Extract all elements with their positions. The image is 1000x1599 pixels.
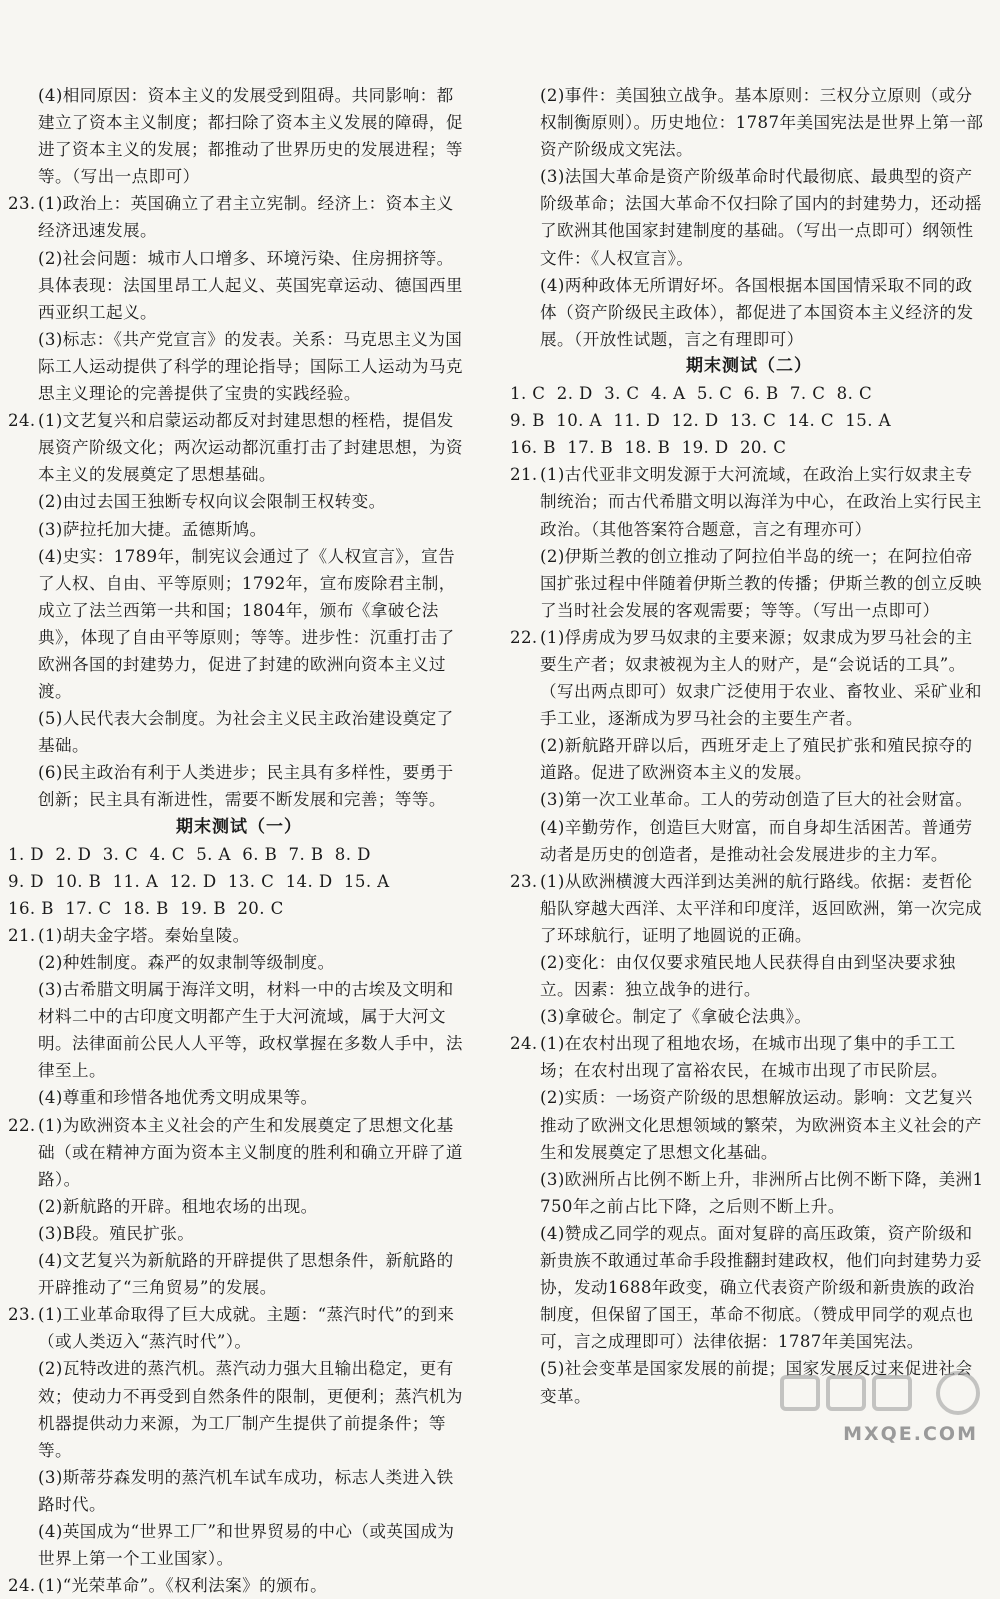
answer-paragraph — [510, 1003, 988, 1030]
answer-text: (2)实质：一场资产阶级的思想解放运动。影响：文艺复兴推动了欧洲文化思想领域的繁荣，为欧洲资本主义社会的产生和发展奠定了思想文化基础。 — [540, 1088, 982, 1162]
answer-text: (1)为欧洲资本主义社会的产生和发展奠定了思想文化基础（或在精神方面为资本主义制度的胜利和确立开辟了道路）。 — [38, 1115, 463, 1189]
answer-paragraph — [8, 1301, 470, 1355]
answer-paragraph — [8, 922, 470, 949]
answer-text: (5)社会变革是国家发展的前提；国家发展反过来促进社会变革。 — [540, 1359, 973, 1406]
question-number: 23. — [510, 871, 538, 891]
answer-paragraph — [8, 1572, 470, 1599]
answer-paragraph — [510, 1084, 988, 1165]
answer-text: (2)由过去国王独断专权向议会限制王权转变。 — [38, 492, 386, 512]
answer-text: (4)赞成乙同学的观点。面对复辟的高压政策，资产阶级和新贵族不敢通过革命手段推翻封建政权，他们向封建势力妥协，发动1688年政变，确立代表资产阶级和新贵族的政治制度，但保留了国王，革命不彻底。（赞成甲同学的观点也可，言之成理即可）法律依据：1787年美国宪法。 — [540, 1223, 982, 1352]
watermark-url: MXQE.COM — [843, 1423, 978, 1445]
answer-paragraph — [8, 1112, 470, 1193]
answer-text: (3)古希腊文明属于海洋文明，材料一中的古埃及文明和材料二中的古印度文明都产生于大河流域，属于大河文明。法律面前公民人人平等，政权掌握在多数人手中，法律至上。 — [38, 980, 463, 1081]
answer-paragraph — [510, 82, 988, 163]
choice-answers-row: 1. D 2. D 3. C 4. C 5. A 6. B 7. B 8. D — [8, 844, 371, 864]
answer-text: (4)两种政体无所谓好坏。各国根据本国国情采取不同的政体（资产阶级民主政体），都促进了本国资本主义经济的发展。（开放性试题，言之有理即可） — [540, 275, 974, 349]
answer-paragraph — [510, 786, 988, 813]
answer-text: (4)尊重和珍惜各地优秀文明成果等。 — [38, 1088, 318, 1108]
question-number: 24. — [510, 1034, 538, 1054]
question-number: 23. — [8, 194, 36, 214]
section-heading: 期末测试（二） — [686, 355, 812, 376]
answer-text: (5)人民代表大会制度。为社会主义民主政治建设奠定了基础。 — [38, 709, 454, 756]
answer-text: (1)文艺复兴和启蒙运动都反对封建思想的桎梏，提倡发展资产阶级文化；两次运动都沉重打击了封建思想，为资本主义的发展奠定了思想基础。 — [38, 411, 463, 485]
question-number: 22. — [8, 1115, 36, 1135]
answer-paragraph — [510, 1030, 988, 1084]
choice-answers-row: 9. B 10. A 11. D 12. D 13. C 14. C 15. A — [510, 411, 891, 431]
answer-text: (2)瓦特改进的蒸汽机。蒸汽动力强大且输出稳定，更有效；使动力不再受到自然条件的限制，更便利；蒸汽机为机器提供动力来源，为工厂制产生提供了前提条件；等等。 — [38, 1359, 463, 1460]
answer-text: (3)法国大革命是资产阶级革命时代最彻底、最典型的资产阶级革命；法国大革命不仅扫除了国内的封建势力，还动摇了欧洲其他国家封建制度的基础。（写出一点即可）纲领性文件：《人权宣言》。 — [540, 167, 982, 268]
answer-paragraph — [510, 461, 988, 542]
answer-paragraph — [8, 407, 470, 488]
answer-paragraph — [8, 190, 470, 244]
answer-paragraph — [8, 705, 470, 759]
answer-paragraph — [8, 326, 470, 407]
answer-text: (3)B段。殖民扩张。 — [38, 1223, 195, 1243]
answer-text: (2)社会问题：城市人口增多、环境污染、住房拥挤等。具体表现：法国里昂工人起义、英国宪章运动、德国西里西亚织工起义。 — [38, 248, 463, 322]
answer-paragraph — [510, 163, 988, 271]
answer-text: (4)辛勤劳作，创造巨大财富，而自身却生活困苦。普通劳动者是历史的创造者，是推动社会发展进步的主力军。 — [540, 817, 973, 864]
answer-text: (1)俘虏成为罗马奴隶的主要来源；奴隶成为罗马社会的主要生产者；奴隶被视为主人的财产，是“会说话的工具”。（写出两点即可）奴隶广泛使用于农业、畜牧业、采矿业和手工业，逐渐成为罗马社会的主要生产者。 — [540, 627, 982, 729]
answer-paragraph — [510, 868, 988, 949]
choice-answers-row: 1. C 2. D 3. C 4. A 5. C 6. B 7. C 8. C — [510, 384, 873, 404]
answer-paragraph — [8, 1518, 470, 1572]
answer-paragraph — [8, 543, 470, 706]
answer-paragraph — [8, 82, 470, 190]
answer-paragraph — [8, 1247, 470, 1301]
answer-paragraph — [510, 1166, 988, 1220]
answer-text: (2)变化：由仅仅要求殖民地人民获得自由到坚决要求独立。因素：独立战争的进行。 — [540, 953, 956, 1000]
answer-text: (1)在农村出现了租地农场，在城市出现了集中的手工工场；在农村出现了富裕农民，在城市出现了市民阶层。 — [540, 1034, 956, 1081]
question-number: 21. — [8, 925, 36, 945]
answer-paragraph — [8, 516, 470, 543]
answer-paragraph — [8, 1084, 470, 1111]
choice-answers-row: 16. B 17. B 18. B 19. D 20. C — [510, 438, 787, 458]
answer-paragraph — [8, 488, 470, 515]
answer-text: (1)古代亚非文明发源于大河流域，在政治上实行奴隶主专制统治；而古代希腊文明以海洋为中心，在政治上实行民主政治。（其他答案符合题意，言之有理亦可） — [540, 465, 982, 539]
choice-answers-row: 16. B 17. C 18. B 19. B 20. C — [8, 898, 284, 918]
question-number: 24. — [8, 411, 36, 431]
answer-text: (4)相同原因：资本主义的发展受到阻碍。共同影响：都建立了资本主义制度；都扫除了资本主义发展的障碍，促进了资本主义的发展；都推动了世界历史的发展进程；等等。（写出一点即可） — [38, 86, 463, 187]
answer-text: (3)第一次工业革命。工人的劳动创造了巨大的社会财富。 — [540, 790, 973, 810]
right-column — [510, 82, 988, 1410]
answer-text: (3)欧洲所占比例不断上升，非洲所占比例不断下降，美洲1750年之前占比下降，之后则不断上升。 — [540, 1169, 984, 1216]
answer-paragraph — [510, 1220, 988, 1355]
answer-text: (4)文艺复兴为新航路的开辟提供了思想条件，新航路的开辟推动了“三角贸易”的发展。 — [38, 1251, 454, 1298]
answer-text: (3)萨拉托加大捷。孟德斯鸠。 — [38, 519, 267, 539]
answer-text: (6)民主政治有利于人类进步；民主具有多样性，要勇于创新；民主具有渐进性，需要不断发展和完善；等等。 — [38, 763, 454, 810]
answer-paragraph — [510, 814, 988, 868]
answer-paragraph — [8, 759, 470, 813]
answer-paragraph — [510, 624, 988, 732]
answer-paragraph — [8, 976, 470, 1084]
answer-text: (4)英国成为“世界工厂”和世界贸易的中心（或英国成为世界上第一个工业国家）。 — [38, 1521, 455, 1569]
answer-text: (1)胡夫金字塔。秦始皇陵。 — [38, 925, 250, 945]
answer-paragraph — [510, 949, 988, 1003]
left-column — [8, 82, 470, 1599]
answer-paragraph — [510, 732, 988, 786]
question-number: 21. — [510, 465, 538, 485]
answer-text: (4)史实：1789年，制宪议会通过了《人权宣言》，宣告了人权、自由、平等原则；1792年，宣布废除君主制，成立了法兰西第一共和国；1804年，颁布《拿破仑法典》，体现了自由平等原则；等等。进步性：沉重打击了欧洲各国的封建势力，促进了封建的欧洲向资本主义过渡。 — [38, 546, 456, 702]
answer-text: (2)伊斯兰教的创立推动了阿拉伯半岛的统一；在阿拉伯帝国扩张过程中伴随着伊斯兰教的传播；伊斯兰教的创立反映了当时社会发展的客观需要；等等。（写出一点即可） — [540, 546, 982, 620]
answer-paragraph — [8, 1464, 470, 1518]
answer-paragraph — [8, 949, 470, 976]
answer-text: (1)“光荣革命”。《权利法案》的颁布。 — [38, 1576, 328, 1596]
answer-paragraph — [510, 272, 988, 353]
answer-text: (3)标志：《共产党宣言》的发表。关系：马克思主义为国际工人运动提供了科学的理论指导；国际工人运动为马克思主义理论的完善提供了宝贵的实践经验。 — [38, 329, 463, 404]
answer-text: (2)事件：美国独立战争。基本原则：三权分立原则（或分权制衡原则）。历史地位：1787年美国宪法是世界上第一部资产阶级成文宪法。 — [540, 86, 984, 160]
answer-text: (3)拿破仑。制定了《拿破仑法典》。 — [540, 1007, 812, 1027]
answer-text: (1)从欧洲横渡大西洋到达美洲的航行路线。依据：麦哲伦船队穿越大西洋、太平洋和印度洋，返回欧洲，第一次完成了环球航行，证明了地圆说的正确。 — [540, 871, 982, 945]
answer-text: (2)种姓制度。森严的奴隶制等级制度。 — [38, 953, 335, 972]
choice-answers-row: 9. D 10. B 11. A 12. D 13. C 14. D 15. A — [8, 871, 390, 891]
question-number: 22. — [510, 627, 538, 647]
answer-text: (2)新航路开辟以后，西班牙走上了殖民扩张和殖民掠夺的道路。促进了欧洲资本主义的发展。 — [540, 736, 973, 783]
question-number: 24. — [8, 1576, 36, 1596]
answer-text: (3)斯蒂芬森发明的蒸汽机车试车成功，标志人类进入铁路时代。 — [38, 1467, 454, 1514]
answer-text: (1)政治上：英国确立了君主立宪制。经济上：资本主义经济迅速发展。 — [38, 194, 454, 241]
answer-paragraph — [8, 1220, 470, 1247]
answer-paragraph — [8, 1193, 470, 1220]
answer-text: (2)新航路的开辟。租地农场的出现。 — [38, 1196, 318, 1216]
question-number: 23. — [8, 1305, 36, 1325]
answer-text: (1)工业革命取得了巨大成就。主题：“蒸汽时代”的到来（或人类迈入“蒸汽时代”）。 — [38, 1305, 455, 1352]
answer-paragraph — [510, 543, 988, 624]
section-heading: 期末测试（一） — [176, 816, 302, 837]
answer-paragraph — [8, 245, 470, 326]
answer-paragraph — [8, 1355, 470, 1463]
